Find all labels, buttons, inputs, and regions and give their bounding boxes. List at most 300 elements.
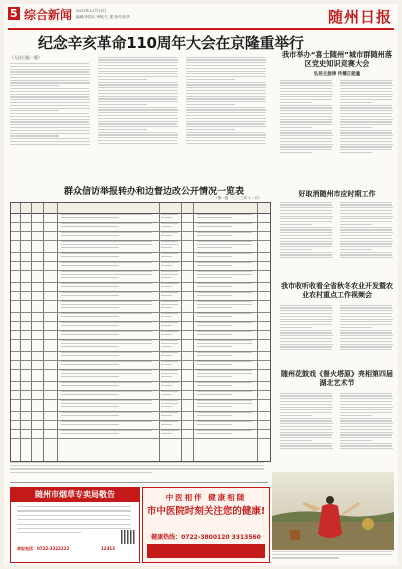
text-line [197,415,232,416]
text-line [61,316,119,317]
text-line [61,262,152,263]
text-line [61,430,152,431]
text-line [10,144,90,145]
text-line [280,82,332,83]
text-line [197,382,252,383]
tobacco-ad-body [17,506,133,537]
text-line [340,204,392,205]
text-line [280,110,333,111]
text-line [161,214,178,215]
text-line [340,307,392,308]
text-line [61,433,119,434]
text-line [10,66,90,67]
text-line [186,115,265,116]
complaint-table [10,202,271,462]
text-line [10,465,264,466]
text-line [161,292,178,293]
section-title: 综合新闻 [24,8,73,22]
tobacco-ad-phone-1: 举报电话：0722-3322222 [17,546,70,551]
text-line [197,403,252,404]
text-line [280,105,332,106]
text-line [10,82,90,83]
text-line [197,346,232,347]
text-line [197,343,252,344]
text-line [280,213,332,214]
text-line [161,226,172,227]
text-line [340,409,392,410]
text-line [98,109,178,110]
lead-column-2 [98,55,180,173]
text-line [280,138,332,139]
text-line [272,554,392,555]
text-line [61,376,119,377]
right-article-4-col-2 [340,391,394,469]
text-line [197,214,252,215]
text-line [61,286,119,287]
text-line [280,344,333,345]
text-line [161,235,172,236]
text-line [17,515,131,516]
text-line [10,94,90,95]
text-line [161,286,172,287]
text-line [161,385,172,386]
text-line [340,437,392,438]
photo-caption [272,551,394,561]
text-line [280,102,312,103]
issue-date: 2023年11月15日 [76,8,107,13]
text-line [98,107,177,108]
text-line [340,257,393,258]
text-line [197,253,252,254]
text-line [280,429,332,430]
text-line [186,109,266,110]
text-line [98,62,178,63]
text-line [280,152,312,153]
text-line [340,210,392,211]
text-line [197,355,232,356]
tobacco-ad [10,487,140,563]
text-line [61,385,119,386]
right-article-3-body [280,303,394,365]
text-line [197,433,232,434]
text-line [61,274,152,275]
text-line [197,331,252,332]
text-line [280,210,332,211]
text-line [161,355,172,356]
text-line [340,96,392,97]
text-line [10,462,264,463]
text-line [186,73,265,74]
text-line [340,235,392,236]
text-line [186,101,266,102]
text-line [61,265,119,266]
text-line [340,324,392,325]
text-line [340,434,392,435]
text-line [186,134,266,135]
text-line [161,412,178,413]
text-line [340,207,393,208]
text-line [197,424,232,425]
text-line [280,243,332,244]
text-line [61,424,119,425]
text-line [161,295,172,296]
text-line [161,406,172,407]
text-line [280,107,332,108]
text-line [280,238,332,239]
text-line [161,256,172,257]
text-line [161,334,172,335]
text-line [161,322,178,323]
text-line [10,133,90,134]
text-line [161,370,178,371]
text-line [61,355,119,356]
text-line [10,135,59,136]
text-line [98,93,178,94]
text-line [161,373,178,374]
text-line [280,130,332,131]
text-line [161,232,178,233]
text-line [161,325,172,326]
text-line [10,63,89,64]
text-line [340,344,393,345]
text-line [10,96,89,97]
text-line [340,443,392,444]
text-line [161,277,172,278]
text-line [340,124,392,125]
text-line [61,235,119,236]
right-article-1-col-1 [280,78,334,176]
text-line [61,214,152,215]
text-line [61,412,152,413]
footer-rule [10,482,268,483]
right-article-3-title: 我市收听收看全省秋冬农业开发暨农业农村重点工作视频会 [281,282,393,299]
text-line [61,256,119,257]
text-line [340,332,392,333]
text-line [340,238,392,239]
text-line [197,223,252,224]
text-line [98,140,177,141]
text-line [98,104,147,105]
text-line [161,241,178,242]
text-line [280,141,332,142]
text-line [98,132,177,133]
text-line [340,141,392,142]
text-line [98,101,178,102]
text-line [161,382,178,383]
text-line [340,110,393,111]
text-line [186,82,265,83]
text-line [161,253,178,254]
text-line [161,376,172,377]
text-line [98,84,178,85]
text-line [280,252,332,253]
text-line [186,143,266,144]
text-line [161,343,178,344]
text-line [186,96,266,97]
text-line [280,395,332,396]
text-line [280,346,332,347]
text-line [98,68,178,69]
text-line [197,277,232,278]
text-line [61,361,152,362]
text-line [280,254,332,255]
text-line [197,271,252,272]
text-line [280,204,332,205]
text-line [197,235,232,236]
text-line [197,241,252,242]
text-line [340,252,392,253]
text-line [161,313,178,314]
text-line [161,346,172,347]
text-line [340,202,392,203]
text-line [61,292,152,293]
text-line [61,226,119,227]
text-line [186,68,266,69]
text-line [61,322,152,323]
text-line [98,76,178,77]
text-line [340,346,392,347]
text-line [10,110,59,111]
text-line [61,400,152,401]
table-title: 群众信访举报转办和边督边改公开情况一览表 [63,187,244,197]
lead-byline: （人民日报一版） [10,55,42,60]
text-line [186,76,266,77]
text-line [280,132,332,133]
text-line [197,217,232,218]
text-line [61,295,119,296]
text-line [197,307,232,308]
text-line [197,421,252,422]
text-line [280,246,332,247]
text-line [197,256,232,257]
text-line [340,246,392,247]
text-line [340,316,392,317]
text-line [161,301,178,302]
right-article-1-col-2 [340,78,394,176]
page-number: 5 [10,7,18,20]
text-line [98,82,177,83]
text-line [197,376,232,377]
text-line [161,316,172,317]
text-line [161,217,172,218]
hospital-ad-headline: 市中医院时刻关注您的健康! [146,506,266,517]
text-line [340,349,392,350]
text-line [280,445,332,446]
text-line [340,88,392,89]
text-line [161,415,172,416]
text-line [197,301,252,302]
text-line [10,77,90,78]
text-line [197,286,232,287]
text-line [197,262,252,263]
text-line [186,84,266,85]
text-line [340,135,393,136]
text-line [98,65,177,66]
hospital-ad-phone: 健康热线：0722-3800120 3313560 [151,534,261,541]
text-line [17,506,131,507]
text-line [186,140,265,141]
text-line [280,332,332,333]
table-note: （第一批 二〇二三年十一月） [214,196,262,200]
text-line [98,118,178,119]
text-line [186,126,266,127]
editor-credits: 编辑/李国庆 审核/王 建 校对/张华 [76,15,130,19]
text-line [340,127,372,128]
text-line [340,423,393,424]
right-article-4-title: 随州花鼓戏《督火塔原》亮相第四届湖北艺术节 [281,370,393,387]
text-line [98,71,178,72]
text-line [280,415,312,416]
text-line [197,352,252,353]
text-line [186,132,265,133]
text-line [197,295,232,296]
text-line [280,401,332,402]
text-line [197,283,252,284]
text-line [186,104,235,105]
text-line [98,143,178,144]
text-line [280,432,333,433]
text-line [98,126,178,127]
text-line [340,107,392,108]
text-line [61,406,119,407]
text-line [340,249,372,250]
text-line [340,221,392,222]
header-rule [8,28,394,30]
text-line [197,340,252,341]
text-line [280,307,332,308]
text-line [161,421,178,422]
text-line [280,224,312,225]
right-article-2-body [280,200,394,278]
right-article-1-title: 我市举办“喜士随州”城市群随州落区党史知识竞赛大会 [281,50,393,68]
text-line [280,420,332,421]
text-line [280,149,332,150]
text-line [340,440,372,441]
text-line [280,135,333,136]
text-line [280,88,332,89]
text-line [98,137,178,138]
tobacco-ad-phone-2: 12313 [101,546,115,551]
text-line [280,330,332,331]
text-line [10,138,89,139]
text-line [280,310,333,311]
text-line [10,116,90,117]
text-line [340,313,392,314]
text-line [186,59,266,60]
text-line [17,524,131,525]
text-line [61,271,152,272]
text-line [197,274,252,275]
text-line [280,121,332,122]
newspaper-logo: 随州日报 [327,8,392,26]
text-line [161,244,178,245]
text-line [10,468,264,469]
text-line [280,448,333,449]
text-line [280,335,333,336]
text-line [98,115,177,116]
text-line [280,319,333,320]
text-line [10,124,90,125]
text-line [197,292,252,293]
text-line [197,361,252,362]
text-line [10,88,89,89]
text-line [280,338,332,339]
text-line [280,80,332,81]
text-line [280,349,332,350]
performance-photo [272,472,394,550]
text-line [280,116,332,117]
text-line [340,91,392,92]
text-line [340,305,392,306]
text-line [161,274,178,275]
text-line [161,400,178,401]
text-line [340,82,392,83]
text-line [161,283,178,284]
text-line [340,113,392,114]
text-line [197,391,252,392]
text-line [61,247,119,248]
text-line [280,91,332,92]
text-line [340,218,392,219]
text-line [197,370,252,371]
text-line [61,277,119,278]
text-line [280,324,332,325]
text-line [61,343,152,344]
text-line [17,519,131,520]
text-line [340,229,392,230]
text-line [61,325,119,326]
page-header [4,4,398,30]
text-line [280,249,312,250]
text-line [161,265,172,266]
text-line [98,121,178,122]
text-line [161,247,172,248]
text-line [280,127,312,128]
hospital-ad-slogan: 中医相伴 健康相随 [165,493,247,502]
text-line [280,207,333,208]
text-line [197,394,232,395]
text-line [61,370,152,371]
text-line [10,102,90,103]
text-line [98,59,178,60]
text-line [340,105,392,106]
text-line [280,235,332,236]
right-article-2-title: 好取消随州市应时期工作 [298,190,376,198]
text-line [280,94,333,95]
text-line [280,321,332,322]
text-line [272,551,392,552]
text-line [340,130,392,131]
text-line [161,223,178,224]
right-article-3-col-2 [340,303,394,365]
text-line [197,400,252,401]
text-line [61,253,152,254]
text-line [10,108,90,109]
text-line [340,445,392,446]
newspaper-page [4,4,398,565]
text-line [280,218,332,219]
lead-headline: 纪念辛亥革命110周年大会在京隆重举行 [38,34,304,52]
text-line [280,407,333,408]
text-line [280,426,332,427]
lead-column-3 [186,55,268,173]
text-line [17,510,131,511]
text-line [340,85,393,86]
text-line [340,144,393,145]
text-line [10,71,89,72]
text-line [61,244,152,245]
text-line [61,334,119,335]
